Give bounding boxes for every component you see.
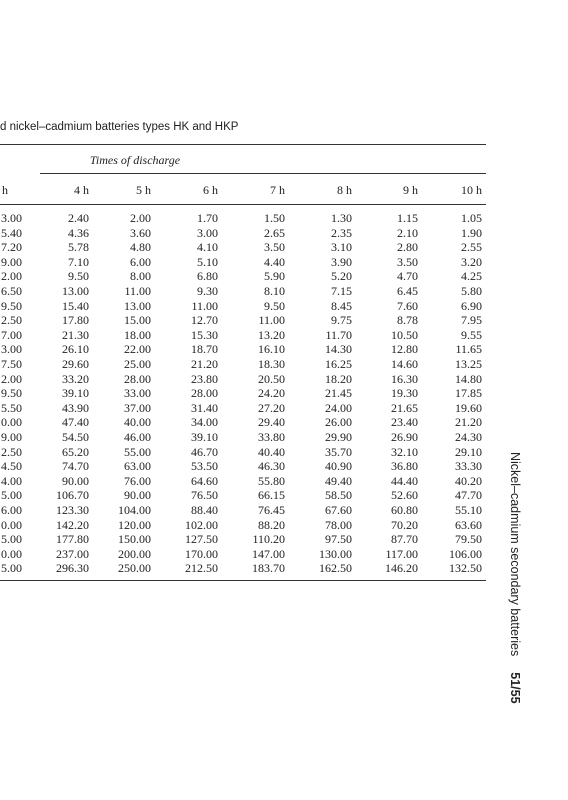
running-head-title: Nickel–cadmium secondary batteries	[508, 452, 522, 657]
table-cell: 142.20	[56, 517, 89, 532]
table-cell: 3.20	[461, 254, 482, 269]
table-cell: 26.10	[62, 342, 89, 357]
table-cell: 19.60	[455, 400, 482, 415]
table-cell: 78.00	[325, 517, 352, 532]
table-cell: 9.50	[1, 298, 22, 313]
table-cell: 64.60	[191, 473, 218, 488]
table-cell: 39.10	[62, 386, 89, 401]
table-cell: 97.50	[325, 532, 352, 547]
column-header: h	[2, 183, 8, 197]
table-cell: 46.00	[124, 430, 151, 444]
table-cell: 9.00	[1, 430, 22, 444]
group-header: Times of discharge	[89, 153, 181, 167]
table-cell: 117.00	[385, 546, 418, 561]
table-cell: 66.15	[258, 488, 285, 503]
table-cell: 60.80	[391, 503, 418, 517]
table-cell: 76.45	[258, 503, 285, 517]
table-cell: 3.50	[397, 254, 418, 269]
table-cell: 2.65	[264, 225, 285, 240]
table-cell: 55.80	[258, 473, 285, 488]
table-cell: 21.45	[325, 386, 352, 401]
table-cell: 11.65	[455, 342, 482, 357]
table-cell: 102.00	[185, 517, 218, 532]
table-cell: 1.30	[331, 211, 352, 225]
table-cell: 8.00	[130, 269, 151, 284]
table-cell: 76.50	[191, 488, 218, 503]
table-cell: 5.00	[1, 561, 22, 576]
table-cell: 9.75	[331, 313, 352, 328]
table-cell: 7.00	[1, 327, 22, 342]
table-cell: 14.60	[391, 357, 418, 371]
table-cell: 3.10	[331, 240, 352, 255]
table-cell: 12.70	[191, 313, 218, 328]
table-cell: 7.50	[1, 357, 22, 371]
table-cell: 74.70	[62, 459, 89, 474]
table-cell: 5.20	[331, 269, 352, 284]
table-cell: 4.36	[68, 225, 89, 240]
table-cell: 0.00	[1, 415, 22, 430]
page-number: 51/55	[508, 672, 522, 704]
table-cell: 67.60	[325, 503, 352, 517]
table-cell: 37.00	[124, 400, 151, 415]
table-cell: 6.50	[1, 284, 22, 298]
table-cell: 150.00	[118, 532, 151, 547]
table-cell: 4.40	[264, 254, 285, 269]
table-cell: 15.00	[124, 313, 151, 328]
table-cell: 55.10	[455, 503, 482, 517]
table-cell: 13.00	[62, 284, 89, 298]
table-cell: 5.80	[461, 284, 482, 298]
table-cell: 2.35	[331, 225, 352, 240]
table-cell: 13.00	[124, 298, 151, 313]
table-cell: 3.60	[130, 225, 151, 240]
table-cell: 18.70	[191, 342, 218, 357]
table-cell: 9.00	[1, 254, 22, 269]
table-cell: 14.80	[455, 371, 482, 386]
table-cell: 7.15	[331, 284, 352, 298]
table-cell: 40.40	[258, 444, 285, 459]
table-cell: 20.50	[258, 371, 285, 386]
table-cell: 29.40	[258, 415, 285, 430]
table-cell: 18.20	[325, 371, 352, 386]
table-cell: 35.70	[325, 444, 352, 459]
table-cell: 5.78	[68, 240, 89, 255]
table-cell: 65.20	[62, 444, 89, 459]
table-cell: 9.30	[197, 284, 218, 298]
table-cell: 40.20	[455, 473, 482, 488]
table-cell: 15.40	[62, 298, 89, 313]
table-cell: 3.00	[1, 342, 22, 357]
table-cell: 9.50	[1, 386, 22, 401]
table-cell: 106.70	[56, 488, 89, 503]
table-cell: 26.90	[391, 430, 418, 444]
table-cell: 24.20	[258, 386, 285, 401]
table-cell: 5.50	[1, 400, 22, 415]
table-cell: 147.00	[252, 546, 285, 561]
table-cell: 250.00	[118, 561, 151, 576]
table-cell: 2.50	[1, 444, 22, 459]
table-cell: 1.50	[264, 211, 285, 225]
table-cell: 5.10	[197, 254, 218, 269]
table-cell: 3.00	[1, 211, 22, 225]
table-cell: 177.80	[56, 532, 89, 547]
table-cell: 29.10	[455, 444, 482, 459]
table-cell: 6.90	[461, 298, 482, 313]
table-cell: 4.10	[197, 240, 218, 255]
table-cell: 237.00	[56, 546, 89, 561]
table-cell: 22.00	[124, 342, 151, 357]
table-cell: 1.70	[197, 211, 218, 225]
table-cell: 3.00	[197, 225, 218, 240]
table-cell: 7.20	[1, 240, 22, 255]
table-cell: 16.30	[391, 371, 418, 386]
table-cell: 24.30	[455, 430, 482, 444]
table-cell: 11.00	[191, 298, 218, 313]
column-header: 7 h	[270, 183, 285, 197]
table-cell: 33.00	[124, 386, 151, 401]
table-cell: 29.90	[325, 430, 352, 444]
table-cell: 11.00	[258, 313, 285, 328]
table-cell: 0.00	[1, 546, 22, 561]
table-cell: 79.50	[455, 532, 482, 547]
table-cell: 4.50	[1, 459, 22, 474]
table-cell: 21.20	[455, 415, 482, 430]
table-cell: 18.30	[258, 357, 285, 371]
table-cell: 296.30	[56, 561, 89, 576]
table-cell: 9.50	[68, 269, 89, 284]
table-cell: 2.00	[1, 269, 22, 284]
table-cell: 54.50	[62, 430, 89, 444]
table-cell: 47.70	[455, 488, 482, 503]
table-cell: 46.30	[258, 459, 285, 474]
table-cell: 19.30	[391, 386, 418, 401]
table-caption: d nickel–cadmium batteries types HK and HKP	[0, 121, 239, 133]
table-cell: 63.60	[455, 517, 482, 532]
column-header: 10 h	[461, 183, 482, 197]
table-cell: 90.00	[62, 473, 89, 488]
group-header-rule	[40, 173, 486, 174]
table-cell: 58.50	[325, 488, 352, 503]
table-cell: 9.50	[264, 298, 285, 313]
table-cell: 6.00	[130, 254, 151, 269]
table-cell: 52.60	[391, 488, 418, 503]
table-cell: 33.30	[455, 459, 482, 474]
column-header: 5 h	[136, 183, 151, 197]
table-cell: 4.80	[130, 240, 151, 255]
table-cell: 5.40	[1, 225, 22, 240]
table-cell: 6.45	[397, 284, 418, 298]
table-cell: 87.70	[391, 532, 418, 547]
table-cell: 212.50	[185, 561, 218, 576]
table-cell: 200.00	[118, 546, 151, 561]
table-cell: 16.25	[325, 357, 352, 371]
table-cell: 17.80	[62, 313, 89, 328]
table-cell: 47.40	[62, 415, 89, 430]
table-cell: 2.00	[1, 371, 22, 386]
table-cell: 40.00	[124, 415, 151, 430]
table-cell: 7.60	[397, 298, 418, 313]
column-header: 4 h	[74, 183, 89, 197]
table-cell: 106.00	[449, 546, 482, 561]
table-cell: 170.00	[185, 546, 218, 561]
table-cell: 10.50	[391, 327, 418, 342]
table-cell: 12.80	[391, 342, 418, 357]
table-cell: 0.00	[1, 517, 22, 532]
table-cell: 55.00	[124, 444, 151, 459]
table-cell: 183.70	[252, 561, 285, 576]
table-cell: 27.20	[258, 400, 285, 415]
table-cell: 14.30	[325, 342, 352, 357]
table-cell: 8.78	[397, 313, 418, 328]
table-cell: 123.30	[56, 503, 89, 517]
header-rule	[0, 204, 486, 205]
table-cell: 21.30	[62, 327, 89, 342]
table-cell: 4.25	[461, 269, 482, 284]
table-cell: 76.00	[124, 473, 151, 488]
table-cell: 23.80	[191, 371, 218, 386]
table-cell: 13.25	[455, 357, 482, 371]
table-cell: 146.20	[385, 561, 418, 576]
table-cell: 90.00	[124, 488, 151, 503]
table-cell: 33.20	[62, 371, 89, 386]
table-cell: 11.00	[124, 284, 151, 298]
table-cell: 6.80	[197, 269, 218, 284]
table-cell: 18.00	[124, 327, 151, 342]
table-cell: 2.10	[397, 225, 418, 240]
top-rule	[0, 144, 486, 145]
table-cell: 6.00	[1, 503, 22, 517]
table-cell: 2.00	[130, 211, 151, 225]
table-cell: 3.50	[264, 240, 285, 255]
table-cell: 11.70	[325, 327, 352, 342]
table-cell: 29.60	[62, 357, 89, 371]
table-cell: 13.20	[258, 327, 285, 342]
table-cell: 36.80	[391, 459, 418, 474]
table-cell: 88.20	[258, 517, 285, 532]
table-cell: 33.80	[258, 430, 285, 444]
table-cell: 162.50	[319, 561, 352, 576]
table-cell: 31.40	[191, 400, 218, 415]
table-cell: 26.00	[325, 415, 352, 430]
table-cell: 132.50	[449, 561, 482, 576]
column-header: 8 h	[337, 183, 352, 197]
table-cell: 21.20	[191, 357, 218, 371]
table-cell: 9.55	[461, 327, 482, 342]
table-cell: 3.90	[331, 254, 352, 269]
table-cell: 2.40	[68, 211, 89, 225]
table-cell: 5.00	[1, 532, 22, 547]
table-cell: 120.00	[118, 517, 151, 532]
table-cell: 43.90	[62, 400, 89, 415]
table-cell: 17.85	[455, 386, 482, 401]
table-cell: 46.70	[191, 444, 218, 459]
table-cell: 8.10	[264, 284, 285, 298]
table-cell: 23.40	[391, 415, 418, 430]
table-cell: 7.95	[461, 313, 482, 328]
table-cell: 15.30	[191, 327, 218, 342]
table-cell: 130.00	[319, 546, 352, 561]
table-cell: 21.65	[391, 400, 418, 415]
table-cell: 5.00	[1, 488, 22, 503]
table-cell: 2.80	[397, 240, 418, 255]
column-header: 6 h	[203, 183, 218, 197]
table-cell: 32.10	[391, 444, 418, 459]
table-cell: 1.05	[461, 211, 482, 225]
table-cell: 24.00	[325, 400, 352, 415]
table-cell: 127.50	[185, 532, 218, 547]
table-cell: 53.50	[191, 459, 218, 474]
table-cell: 1.90	[461, 225, 482, 240]
table-cell: 28.00	[124, 371, 151, 386]
table-cell: 2.55	[461, 240, 482, 255]
table-cell: 39.10	[191, 430, 218, 444]
table-cell: 34.00	[191, 415, 218, 430]
table-cell: 44.40	[391, 473, 418, 488]
table-cell: 7.10	[68, 254, 89, 269]
table-cell: 63.00	[124, 459, 151, 474]
table-cell: 4.00	[1, 473, 22, 488]
table-cell: 5.90	[264, 269, 285, 284]
table-cell: 25.00	[124, 357, 151, 371]
running-head	[508, 452, 522, 712]
table-cell: 88.40	[191, 503, 218, 517]
table-cell: 110.20	[252, 532, 285, 547]
bottom-rule	[0, 580, 486, 581]
table-cell: 1.15	[397, 211, 418, 225]
table-cell: 16.10	[258, 342, 285, 357]
table-cell: 4.70	[397, 269, 418, 284]
table-cell: 2.50	[1, 313, 22, 328]
table-cell: 28.00	[191, 386, 218, 401]
table-cell: 40.90	[325, 459, 352, 474]
column-header: 9 h	[403, 183, 418, 197]
table-cell: 70.20	[391, 517, 418, 532]
table-cell: 104.00	[118, 503, 151, 517]
table-cell: 8.45	[331, 298, 352, 313]
table-cell: 49.40	[325, 473, 352, 488]
